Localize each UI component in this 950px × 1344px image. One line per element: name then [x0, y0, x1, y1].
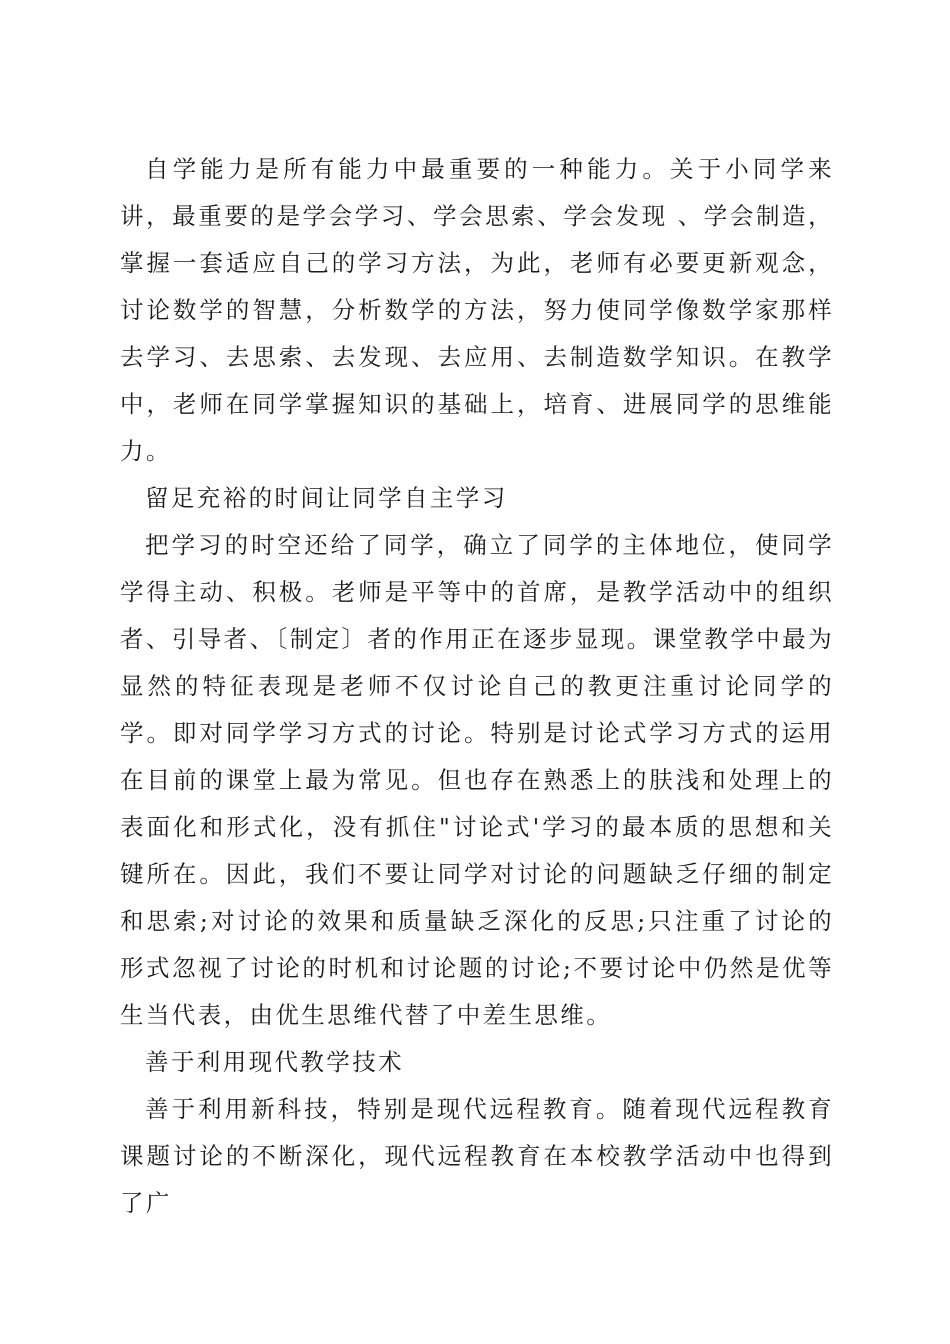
paragraph-self-study-ability: 自学能力是所有能力中最重要的一种能力。关于小同学来讲，最重要的是学会学习、学会思索、学会发现 、学会制造，掌握一套适应自己的学习方法，为此，老师有必要更新观念，讨论数学的智慧，分析数学的方法，努力使同学像数学家那样去学习、去思索、去发现、去应用、去制造数学知识。在教学中，老师在同学掌握知识的基础上，培育、进展同学的思维能力。	[120, 155, 834, 465]
section-heading-modern-teaching-technology: 善于利用现代教学技术	[145, 1048, 404, 1076]
document-page	[120, 146, 834, 1227]
section-heading-autonomous-learning: 留足充裕的时间让同学自主学习	[145, 484, 508, 512]
paragraph-student-subject-position: 把学习的时空还给了同学，确立了同学的主体地位，使同学学得主动、积极。老师是平等中的首席，是教学活动中的组织者、引导者、〔制定〕者的作用正在逐步显现。课堂教学中最为显然的特征表现是老师不仅讨论自己的教更注重讨论同学的学。即对同学学习方式的讨论。特别是讨论式学习方式的运用在目前的课堂上最为常见。但也存在熟悉上的肤浅和处理上的表面化和形式化，没有抓住"讨论式'学习的最本质的思想和关键所在。因此，我们不要让同学对讨论的问题缺乏仔细的制定和思索;对讨论的效果和质量缺乏深化的反思;只注重了讨论的形式忽视了讨论的时机和讨论题的讨论;不要讨论中仍然是优等生当代表，由优生思维代替了中差生思维。	[120, 531, 834, 1029]
paragraph-remote-education: 善于利用新科技，特别是现代远程教育。随着现代远程教育课题讨论的不断深化，现代远程教育在本校教学活动中也得到了广	[120, 1095, 834, 1217]
